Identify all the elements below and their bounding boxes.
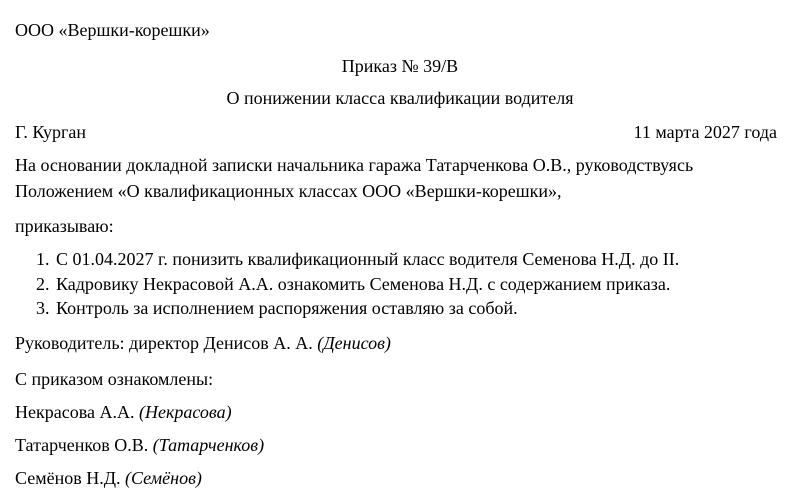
order-item-1	[36, 248, 679, 270]
order-word: приказываю:	[15, 216, 114, 236]
order-title: Приказ № 39/В	[341, 56, 459, 76]
acquainted-row-3	[15, 467, 202, 489]
acquainted-name: Семёнов Н.Д.	[15, 468, 121, 488]
preamble-line-1: На основании докладной записки начальника гаража Татарченкова О.В., руководствуясь	[15, 155, 694, 175]
organization-name: ООО «Вершки-корешки»	[15, 20, 210, 40]
acquainted-signature: (Некрасова)	[138, 402, 232, 422]
acquainted-signature: (Татарченков)	[152, 435, 265, 455]
item-number: 2.	[36, 274, 50, 294]
head-label: Руководитель: директор Денисов А. А.	[15, 333, 313, 353]
item-text: С 01.04.2027 г. понизить квалификационный класс водителя Семенова Н.Д. до II.	[56, 249, 680, 269]
acquainted-row-2	[15, 434, 264, 456]
item-text: Контроль за исполнением распоряжения оставляю за собой.	[56, 298, 518, 318]
order-item-2	[36, 273, 670, 295]
item-number: 3.	[36, 298, 50, 318]
order-subject: О понижении класса квалификации водителя	[226, 88, 574, 108]
head-signature: (Денисов)	[317, 333, 391, 353]
acquainted-signature: (Семёнов)	[125, 468, 202, 488]
order-item-3	[36, 297, 518, 319]
order-date: 11 марта 2027 года	[633, 122, 777, 142]
acquainted-name: Некрасова А.А.	[15, 402, 135, 422]
preamble-line-2: Положением «О квалификационных классах ООО «Вершки-корешки»,	[15, 181, 562, 201]
city: Г. Курган	[15, 122, 87, 142]
item-text: Кадровику Некрасовой А.А. ознакомить Семенова Н.Д. с содержанием приказа.	[56, 274, 671, 294]
acquainted-label: С приказом ознакомлены:	[15, 369, 214, 389]
head-signature-line	[15, 332, 391, 354]
item-number: 1.	[36, 249, 50, 269]
acquainted-row-1	[15, 401, 232, 423]
acquainted-name: Татарченков О.В.	[15, 435, 149, 455]
